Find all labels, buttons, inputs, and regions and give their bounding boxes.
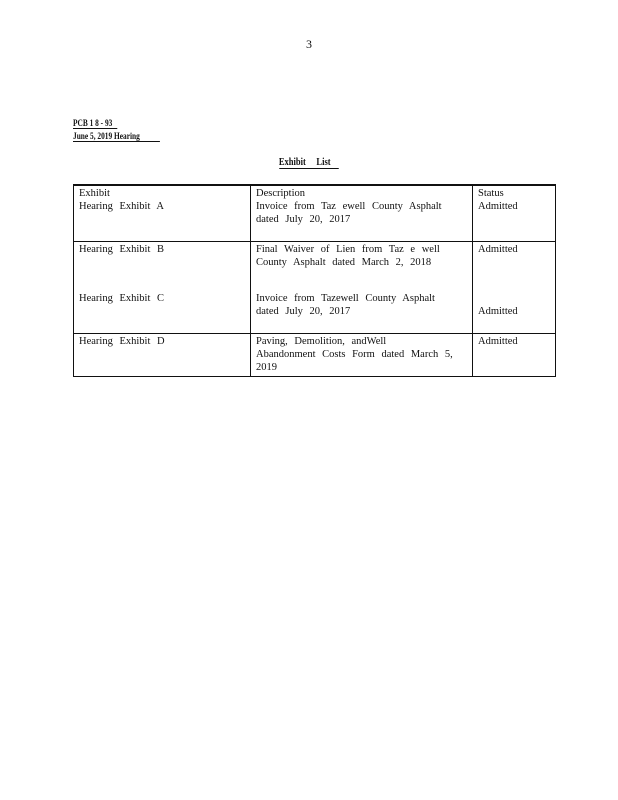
- case-header: [73, 117, 160, 143]
- status-cell: [473, 334, 556, 377]
- status-label: Admitted: [478, 336, 518, 347]
- description-line: Invoice from Tazewell County Asphalt: [256, 293, 435, 304]
- description-line: Abandonment Costs Form dated March 5,: [256, 349, 453, 360]
- exhibit-table: [73, 184, 556, 377]
- case-number: PCB 1 8 - 93: [73, 118, 117, 129]
- exhibit-label: Hearing Exhibit C: [79, 293, 164, 304]
- description-line: County Asphalt dated March 2, 2018: [256, 257, 432, 268]
- description-cell: [251, 185, 473, 242]
- exhibit-cell: [74, 334, 251, 377]
- status-cell: [473, 242, 556, 334]
- description-line: dated July 20, 2017: [256, 306, 351, 317]
- status-cell: [473, 185, 556, 242]
- exhibit-label: Hearing Exhibit D: [79, 336, 165, 347]
- table-row: [74, 242, 556, 334]
- status-label: Admitted: [478, 306, 518, 317]
- exhibit-label: Hearing Exhibit B: [79, 244, 164, 255]
- exhibit-cell: [74, 185, 251, 242]
- column-header-status: Status: [478, 188, 504, 199]
- description-cell: [251, 334, 473, 377]
- status-label: Admitted: [478, 201, 518, 212]
- table-row: [74, 334, 556, 377]
- column-header-exhibit: Exhibit: [79, 188, 110, 199]
- column-header-description: Description: [256, 188, 305, 199]
- description-line: 2019: [256, 362, 277, 373]
- exhibit-cell: [74, 242, 251, 334]
- description-cell: [251, 242, 473, 334]
- description-line: Invoice from Taz ewell County Asphalt: [256, 201, 442, 212]
- status-label: Admitted: [478, 244, 518, 255]
- description-line: Paving, Demolition, andWell: [256, 336, 387, 347]
- description-line: Final Waiver of Lien from Taz e well: [256, 244, 440, 255]
- page-number: 3: [306, 37, 312, 51]
- exhibit-list-title: Exhibit List: [46, 157, 571, 168]
- hearing-date: June 5, 2019 Hearing: [73, 131, 160, 142]
- table-row: [74, 185, 556, 242]
- exhibit-label: Hearing Exhibit A: [79, 201, 164, 212]
- description-line: dated July 20, 2017: [256, 214, 351, 225]
